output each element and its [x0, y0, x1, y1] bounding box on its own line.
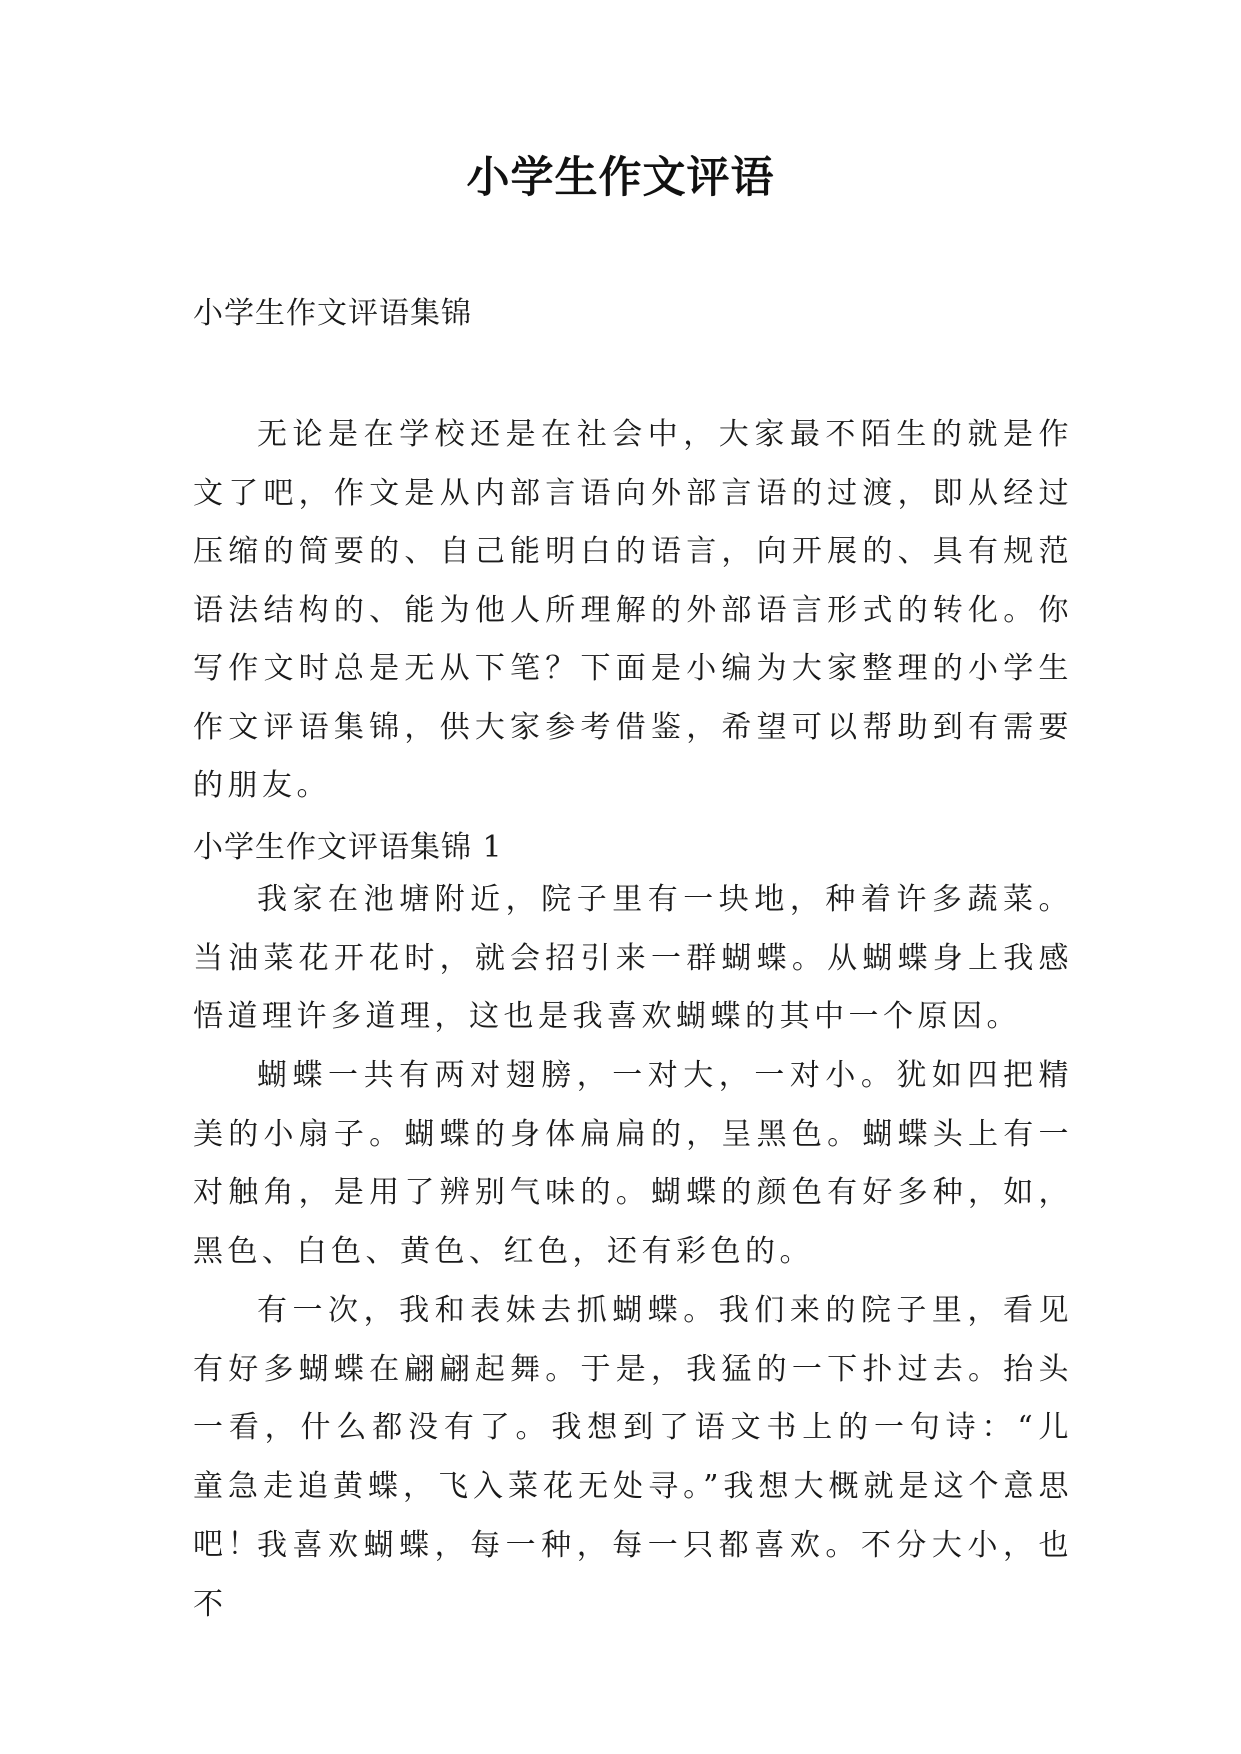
intro-paragraph: 无论是在学校还是在社会中，大家最不陌生的就是作文了吧，作文是从内部言语向外部言语的过渡，即从经过压缩的简要的、自己能明白的语言，向开展的、具有规范语法结构的、能为他人所理解的外部语言形式的转化。你写作文时总是无从下笔？下面是小编为大家整理的小学生作文评语集锦，供大家参考借鉴，希望可以帮助到有需要的朋友。: [193, 417, 1073, 803]
document-title: 小学生作文评语: [466, 153, 775, 203]
body-paragraph-2: 蝴蝶一共有两对翅膀，一对大，一对小。犹如四把精美的小扇子。蝴蝶的身体扁扁的，呈黑色。蝴蝶头上有一对触角，是用了辨别气味的。蝴蝶的颜色有好多种，如，黑色、白色、黄色、红色，还有彩色的。: [193, 1058, 1073, 1269]
body-paragraph-3: 有一次，我和表妹去抓蝴蝶。我们来的院子里，看见有好多蝴蝶在翩翩起舞。于是，我猛的一下扑过去。抬头一看，什么都没有了。我想到了语文书上的一句诗：“儿童急走追黄蝶，飞入菜花无处寻。”我想大概就是这个意思吧！: [193, 1293, 1073, 1562]
document-subtitle: 小学生作文评语集锦: [193, 296, 472, 331]
body-paragraph-4: 我喜欢蝴蝶，每一种，每一只都喜欢。不分大小，也不: [193, 1528, 1073, 1622]
body-paragraph-1: 我家在池塘附近，院子里有一块地，种着许多蔬菜。当油菜花开花时，就会招引来一群蝴蝶。从蝴蝶身上我感悟道理许多道理，这也是我喜欢蝴蝶的其中一个原因。: [193, 882, 1073, 1034]
section-heading: 小学生作文评语集锦 1: [193, 830, 503, 865]
